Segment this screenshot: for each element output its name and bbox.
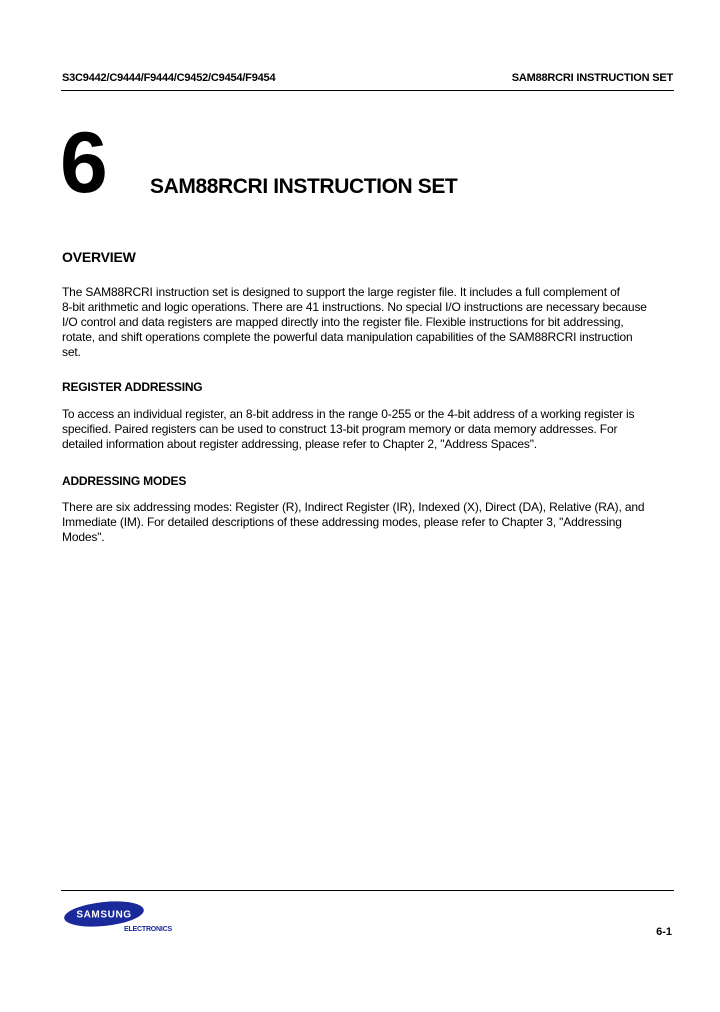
- chapter-title: SAM88RCRI INSTRUCTION SET: [150, 175, 458, 198]
- page-number: 6-1: [656, 926, 672, 938]
- overview-line: I/O control and data registers are mapped directly into the register file. Flexible instructions for bit addressing,: [62, 315, 624, 329]
- overview-line: The SAM88RCRI instruction set is designed to support the large register file. It includes a full complement of: [62, 285, 620, 299]
- samsung-electronics-label: ELECTRONICS: [124, 926, 172, 933]
- document-header-left: S3C9442/C9444/F9444/C9452/C9454/F9454: [62, 72, 276, 84]
- document-header-right: SAM88RCRI INSTRUCTION SET: [511, 72, 673, 84]
- register-addressing-line: specified. Paired registers can be used to construct 13-bit program memory or data memory addresses. For: [62, 422, 618, 436]
- addressing-modes-heading: ADDRESSING MODES: [62, 474, 187, 488]
- samsung-logo: [63, 900, 145, 928]
- overview-paragraph: [62, 285, 674, 360]
- addressing-modes-line: Modes".: [62, 530, 105, 544]
- addressing-modes-line: Immediate (IM). For detailed descriptions of these addressing modes, please refer to Chapter 3, "Addressing: [62, 515, 622, 529]
- register-addressing-line: detailed information about register addressing, please refer to Chapter 2, "Address Spaces".: [62, 437, 537, 451]
- samsung-logo-text: SAMSUNG: [76, 909, 132, 921]
- overview-heading: OVERVIEW: [62, 249, 136, 265]
- header-divider: [61, 90, 674, 91]
- register-addressing-paragraph: [62, 407, 674, 452]
- overview-line: set.: [62, 345, 81, 359]
- addressing-modes-line: There are six addressing modes: Register (R), Indirect Register (IR), Indexed (X), Direct (DA), Relative (RA), and: [62, 500, 645, 514]
- overview-line: 8-bit arithmetic and logic operations. There are 41 instructions. No special I/O instructions are necessary because: [62, 300, 647, 314]
- register-addressing-line: To access an individual register, an 8-bit address in the range 0-255 or the 4-bit address of a working register is: [62, 407, 635, 421]
- chapter-number: 6: [60, 115, 106, 211]
- overview-line: rotate, and shift operations complete the powerful data manipulation capabilities of the SAM88RCRI instruction: [62, 330, 633, 344]
- footer-divider: [61, 890, 674, 891]
- addressing-modes-paragraph: [62, 500, 674, 545]
- register-addressing-heading: REGISTER ADDRESSING: [62, 380, 203, 394]
